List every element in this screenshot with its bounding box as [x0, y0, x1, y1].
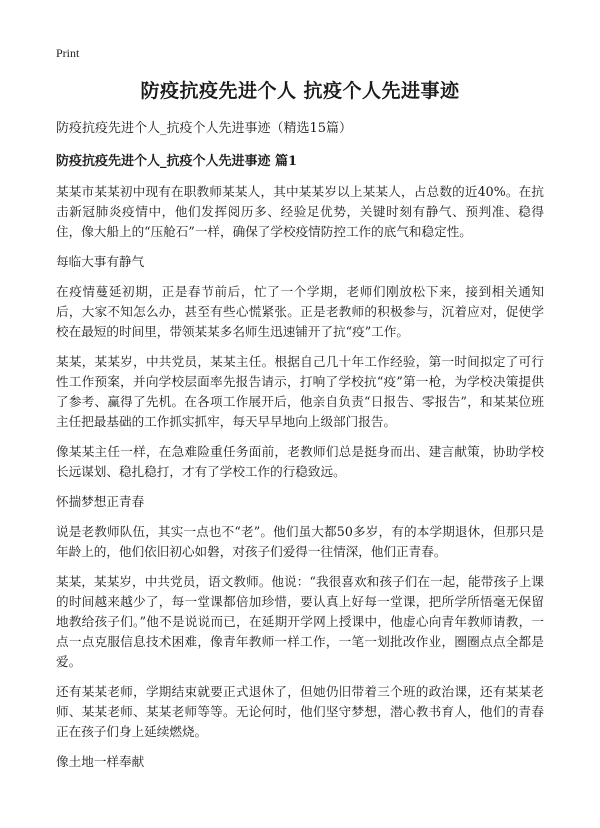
paragraph: 在疫情蔓延初期，正是春节前后，忙了一个学期，老师们刚放松下来，接到相关通知后，大家不知怎么办，甚至有些心慌紧张。正是老教师的积极参与，沉着应对，促使学校在最短的时间里，带领某某多名师生迅速铺开了抗“疫”工作。: [56, 284, 544, 339]
paragraph: 某某，某某岁，中共党员，某某主任。根据自己几十年工作经验，第一时间拟定了可行性工作预案，并向学校层面率先报告请示，打响了学校抗“疫”第一枪，为学校决策提供了参考、赢得了先机。在各项工作展开后，他亲自负责“日报告、零报告”，和某某位班主任把最基础的工作抓实抓牢，每天早早地向上级部门报告。: [56, 354, 544, 429]
document-subtitle: 防疫抗疫先进个人_抗疫个人先进事迹（精选15篇）: [56, 121, 353, 136]
print-link[interactable]: Print: [56, 46, 80, 60]
paragraph: 某某，某某岁，中共党员，语文教师。他说：“我很喜欢和孩子们在一起，能带孩子上课的时间越来越少了，每一堂课都倍加珍惜，要认真上好每一堂课，把所学所悟毫无保留地教给孩子们。”他不是说说而已，在延期开学网上授课中，他虚心向青年教师请教，一点一点克服信息技术困难，像青年教师一样工作，一笔一划批改作业，圈圈点点全都是爱。: [56, 574, 544, 669]
subheading: 每临大事有静气: [56, 254, 145, 269]
paragraph: 说是老教师队伍，其实一点也不“老”。他们虽大都50多岁，有的本学期退休，但那只是年龄上的，他们依旧初心如磐，对孩子们爱得一往情深，他们正青春。: [56, 524, 544, 559]
paragraph: 还有某某老师，学期结束就要正式退休了，但她仍旧带着三个班的政治课，还有某某老师、某某老师、某某老师等等。无论何时，他们坚守梦想，潜心教书育人，他们的青春正在孩子们身上延续燃烧。: [56, 684, 544, 739]
subheading: 怀揣梦想正青春: [56, 494, 145, 509]
paragraph: 像某某主任一样，在急难险重任务面前，老教师们总是挺身而出、建言献策，协助学校长远谋划、稳扎稳打，才有了学校工作的行稳致远。: [56, 444, 544, 479]
article-body: [56, 182, 544, 782]
section-heading: 防疫抗疫先进个人_抗疫个人先进事迹 篇1: [56, 154, 298, 169]
paragraph: 某某市某某初中现有在职教师某某人，其中某某岁以上某某人，占总数的近40%。在抗击新冠肺炎疫情中，他们发挥阅历多、经验足优势，关键时刻有静气、预判准、稳得住，像大船上的“压舱石”一样，确保了学校疫情防控工作的底气和稳定性。: [56, 184, 544, 239]
subheading: 像土地一样奉献: [56, 754, 145, 769]
page-title: 防疫抗疫先进个人 抗疫个人先进事迹: [140, 80, 460, 102]
